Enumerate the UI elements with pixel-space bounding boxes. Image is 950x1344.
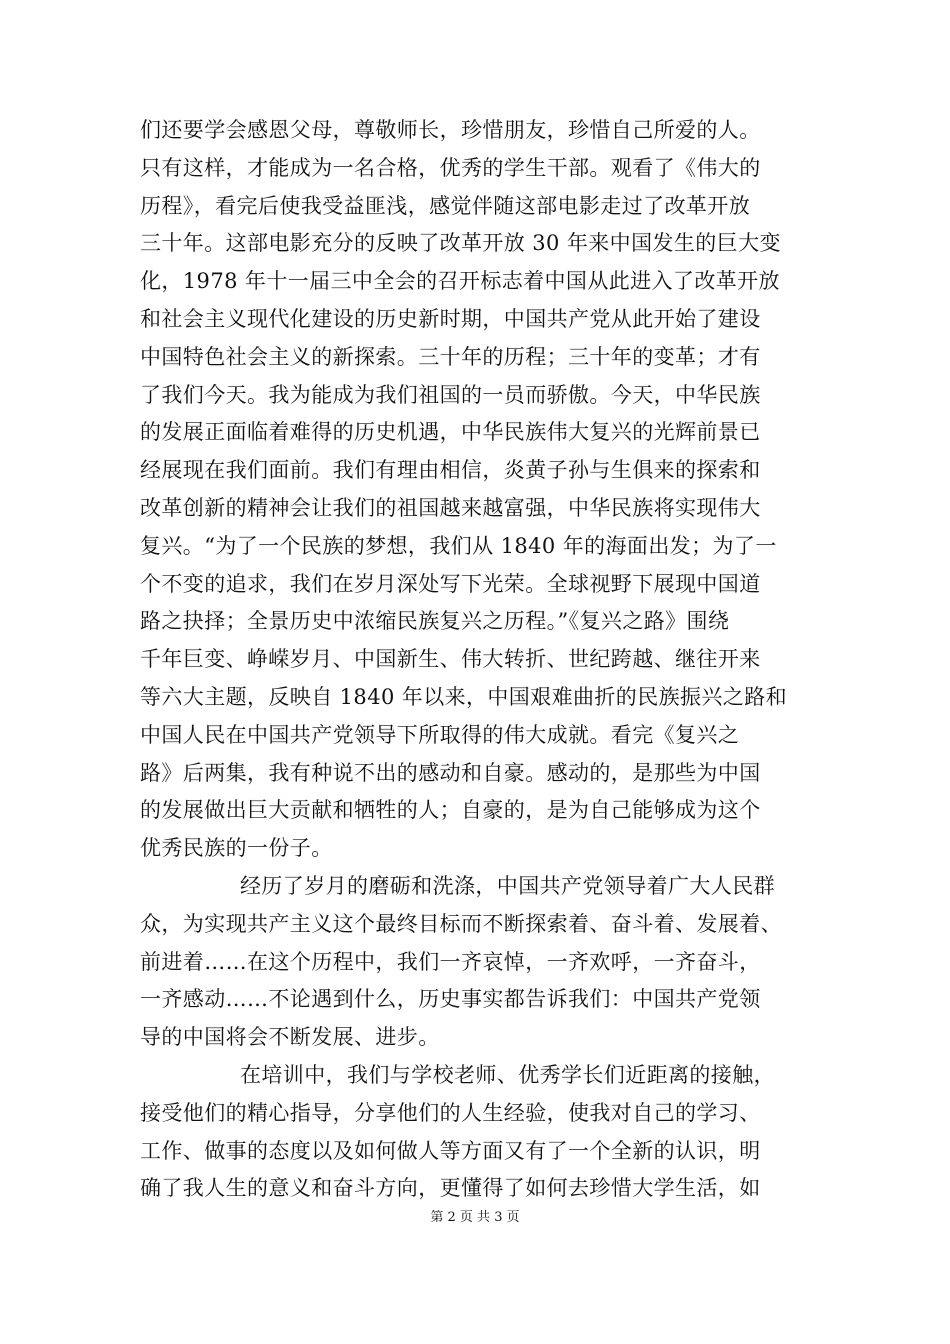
text-line: 历程》，看完后使我受益匪浅，感觉伴随这部电影走过了改革开放 — [140, 193, 751, 218]
text-line: 前进着……在这个历程中，我们一齐哀悼，一齐欢呼，一齐奋斗， — [140, 949, 761, 974]
body-text — [140, 112, 820, 1208]
text-line: 复兴。“为了一个民族的梦想，我们从 1840 年的海面出发；为了一 — [140, 533, 777, 558]
text-line: 了我们今天。我为能成为我们祖国的一员而骄傲。今天，中华民族 — [140, 382, 761, 407]
text-line: 的发展做出巨大贡献和牺牲的人；自豪的，是为自己能够成为这个 — [140, 798, 761, 823]
text-line: 经展现在我们面前。我们有理由相信，炎黄子孙与生俱来的探索和 — [140, 458, 761, 483]
text-line: 众，为实现共产主义这个最终目标而不断探索着、奋斗着、发展着、 — [140, 911, 782, 936]
text-line: 改革创新的精神会让我们的祖国越来越富强，中华民族将实现伟大 — [140, 495, 761, 520]
paragraph-first-line: 经历了岁月的磨砺和洗涤，中国共产党领导着广大人民群 — [240, 873, 775, 898]
text-line: 优秀民族的一份子。 — [140, 836, 333, 861]
text-line: 等六大主题，反映自 1840 年以来，中国艰难曲折的民族振兴之路和 — [140, 684, 787, 709]
text-line: 只有这样，才能成为一名合格，优秀的学生干部。观看了《伟大的 — [140, 155, 761, 180]
text-line: 导的中国将会不断发展、进步。 — [140, 1025, 440, 1050]
text-line: 路之抉择；全景历史中浓缩民族复兴之历程。”《复兴之路》围绕 — [140, 609, 730, 634]
text-line: 的发展正面临着难得的历史机遇，中华民族伟大复兴的光辉前景已 — [140, 420, 761, 445]
text-line: 接受他们的精心指导，分享他们的人生经验，使我对自己的学习、 — [140, 1100, 761, 1125]
text-line: 化，1978 年十一届三中全会的召开标志着中国从此进入了改革开放 — [140, 269, 780, 294]
paragraph-first-line: 在培训中，我们与学校老师、优秀学长们近距离的接触， — [240, 1062, 775, 1087]
page-number-footer: 第 2 页 共 3 页 — [430, 1210, 520, 1225]
text-line: 路》后两集，我有种说不出的感动和自豪。感动的，是那些为中国 — [140, 760, 761, 785]
text-line: 一齐感动……不论遇到什么，历史事实都告诉我们：中国共产党领 — [140, 987, 761, 1012]
text-line: 三十年。这部电影充分的反映了改革开放 30 年来中国发生的巨大变 — [140, 231, 781, 256]
text-line: 千年巨变、峥嵘岁月、中国新生、伟大转折、世纪跨越、继往开来 — [140, 647, 761, 672]
text-line: 确了我人生的意义和奋斗方向，更懂得了如何去珍惜大学生活，如 — [140, 1176, 761, 1201]
text-line: 中国特色社会主义的新探索。三十年的历程；三十年的变革；才有 — [140, 344, 761, 369]
text-line: 们还要学会感恩父母，尊敬师长，珍惜朋友，珍惜自己所爱的人。 — [140, 118, 761, 142]
text-line: 中国人民在中国共产党领导下所取得的伟大成就。看完《复兴之 — [140, 722, 740, 747]
text-line: 和社会主义现代化建设的历史新时期，中国共产党从此开始了建设 — [140, 306, 761, 331]
text-line: 工作、做事的态度以及如何做人等方面又有了一个全新的认识，明 — [140, 1138, 761, 1163]
text-line: 个不变的追求，我们在岁月深处写下光荣。全球视野下展现中国道 — [140, 571, 761, 596]
